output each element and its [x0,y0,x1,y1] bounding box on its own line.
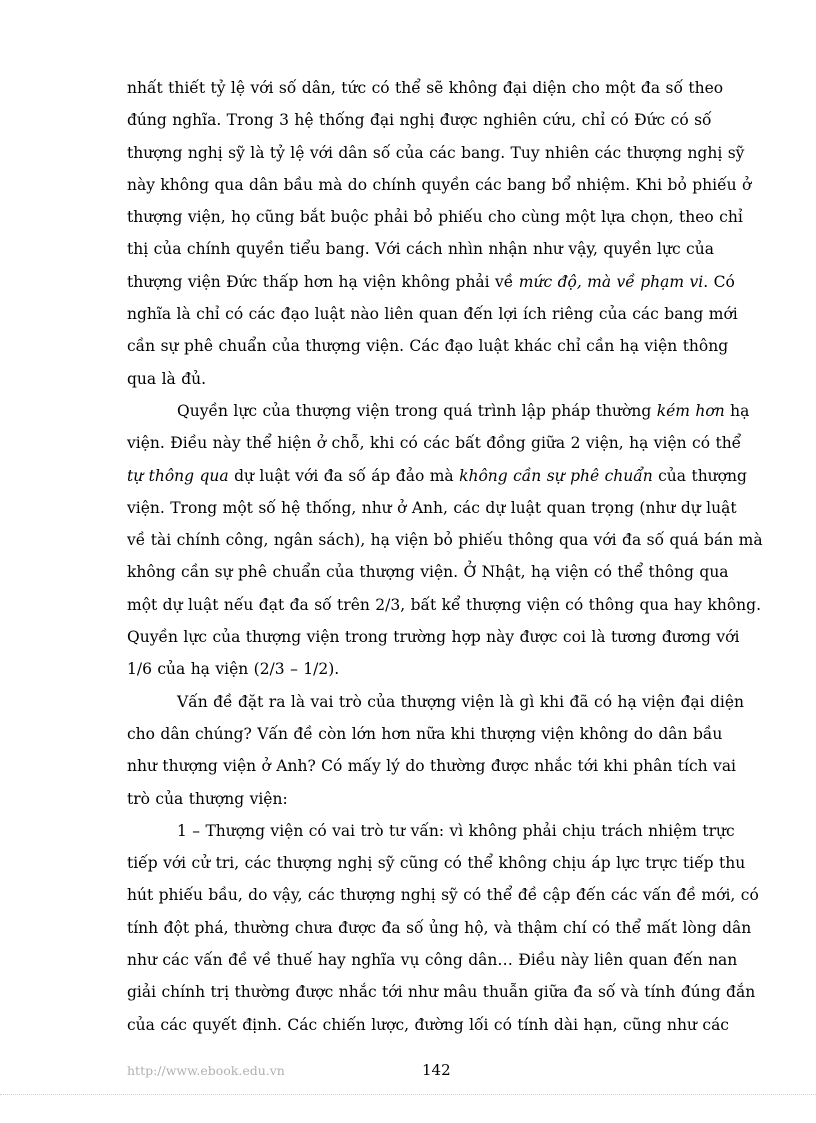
paragraph-first-line: Vấn đề đặt ra là vai trò của thượng viện là gì khi đã có hạ viện đại diện [177,692,745,711]
text-run: của thượng [652,466,747,485]
text-line: cho dân chúng? Vấn đề còn lớn hơn nữa khi thượng viện không do dân bầu [127,724,723,743]
text-line [127,460,747,492]
text-line: viện. Điều này thể hiện ở chỗ, khi có các bất đồng giữa 2 viện, hạ viện có thể [127,434,742,453]
italic-emphasis: không cần sự phê chuẩn [459,466,653,485]
text-run: dự luật với đa số áp đảo mà [228,466,460,485]
page-footer [127,1063,687,1085]
italic-emphasis: kém hơn [656,401,725,420]
paragraph-first-line [127,395,750,427]
text-line: như các vấn đề về thuế hay nghĩa vụ công dân… Điều này liên quan đến nan [127,951,738,970]
text-line: giải chính trị thường được nhắc tới như mâu thuẫn giữa đa số và tính đúng đắn [127,983,756,1002]
italic-emphasis: tự thông qua [127,466,229,485]
text-line: như thượng viện ở Anh? Có mấy lý do thường được nhắc tới khi phân tích vai [127,757,737,776]
text-run: hạ [724,401,750,420]
text-run: . Có [703,272,735,291]
text-run: Quyền lực của thượng viện trong quá trình lập pháp thường [177,401,657,420]
footer-url: http://www.ebook.edu.vn [127,1063,285,1078]
text-line: này không qua dân bầu mà do chính quyền các bang bổ nhiệm. Khi bỏ phiếu ở [127,175,752,194]
text-line: hút phiếu bầu, do vậy, các thượng nghị sỹ có thể đề cập đến các vấn đề mới, có [127,886,759,905]
text-line: viện. Trong một số hệ thống, như ở Anh, các dự luật quan trọng (như dự luật [127,498,737,517]
text-line: của các quyết định. Các chiến lược, đường lối có tính dài hạn, cũng như các [127,1015,729,1034]
paragraph-first-line: 1 – Thượng viện có vai trò tư vấn: vì không phải chịu trách nhiệm trực [177,821,735,840]
text-line: không cần sự phê chuẩn của thượng viện. Ở Nhật, hạ viện có thể thông qua [127,563,729,582]
text-line: cần sự phê chuẩn của thượng viện. Các đạo luật khác chỉ cần hạ viện thông [127,337,729,356]
text-line: nghĩa là chỉ có các đạo luật nào liên quan đến lợi ích riêng của các bang mới [127,305,738,324]
text-line: một dự luật nếu đạt đa số trên 2/3, bất kể thượng viện có thông qua hay không. [127,595,761,614]
text-line: tiếp với cử tri, các thượng nghị sỹ cũng có thể không chịu áp lực trực tiếp thu [127,854,746,873]
page-number: 142 [422,1061,451,1079]
text-run: thượng viện Đức thấp hơn hạ viện không phải về [127,272,519,291]
document-body [127,72,763,1041]
text-line: tính đột phá, thường chưa được đa số ủng hộ, và thậm chí có thể mất lòng dân [127,918,752,937]
text-line: 1/6 của hạ viện (2/3 – 1/2). [127,660,340,679]
text-line: nhất thiết tỷ lệ với số dân, tức có thể sẽ không đại diện cho một đa số theo [127,79,724,97]
text-line: trò của thượng viện: [127,789,288,808]
italic-emphasis: mức độ, mà về phạm vi [518,272,704,291]
text-line: thượng nghị sỹ là tỷ lệ với dân số của các bang. Tuy nhiên các thượng nghị sỹ [127,143,745,162]
text-line: Quyền lực của thượng viện trong trường hợp này được coi là tương đương với [127,628,740,647]
text-line: về tài chính công, ngân sách), hạ viện bỏ phiếu thông qua với đa số quá bán mà [127,531,763,550]
footer-divider [0,1094,816,1095]
text-line: đúng nghĩa. Trong 3 hệ thống đại nghị được nghiên cứu, chỉ có Đức có số [127,111,712,130]
text-line: qua là đủ. [127,369,207,388]
text-line [127,266,735,298]
text-line: thượng viện, họ cũng bắt buộc phải bỏ phiếu cho cùng một lựa chọn, theo chỉ [127,208,743,227]
text-line: thị của chính quyền tiểu bang. Với cách nhìn nhận như vậy, quyền lực của [127,240,714,259]
